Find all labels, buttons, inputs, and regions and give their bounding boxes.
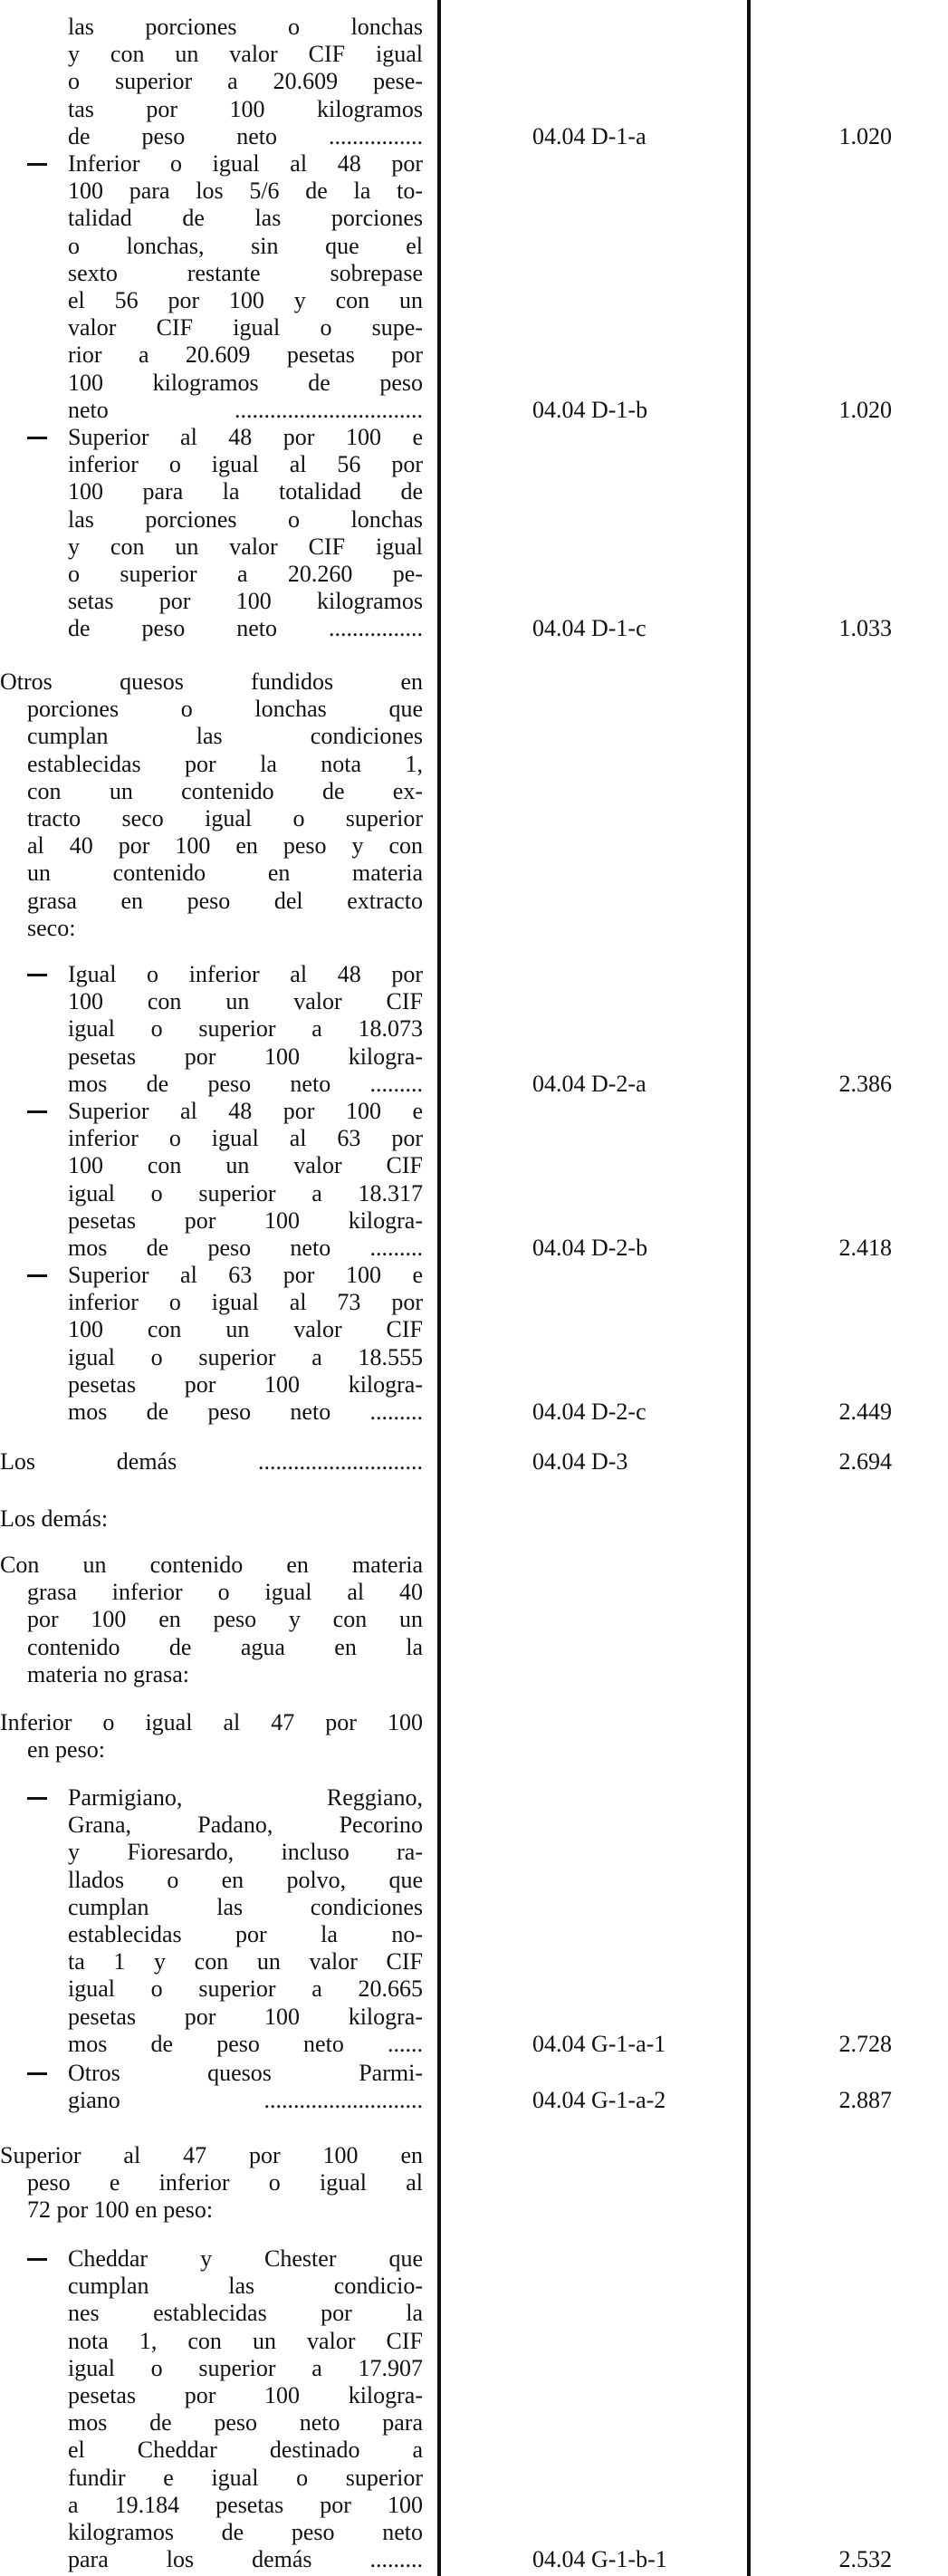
- text-line: Inferior o igual al 47 por 100: [0, 1709, 423, 1735]
- tariff-code: 04.04 G-1-b-1: [532, 2546, 667, 2573]
- duty-value: 2.887: [838, 2087, 892, 2114]
- text-line: igual o superior a 20.665: [68, 1975, 423, 2003]
- text-line: Igual o inferior al 48 por: [68, 961, 423, 987]
- text-line: 100 kilogramos de peso: [68, 369, 423, 396]
- text-line: pesetas por 100 kilogra-: [68, 2003, 423, 2030]
- text-line: y con un valor CIF igual: [68, 533, 423, 560]
- text-line: establecidas por la nota 1,: [27, 750, 423, 777]
- text-line: Otros quesos fundidos en: [0, 668, 423, 695]
- tariff-code: 04.04 G-1-a-2: [532, 2087, 666, 2114]
- text-line: 100 con un valor CIF: [68, 988, 423, 1015]
- text-line: Los demás ............................: [0, 1448, 423, 1475]
- text-line: pesetas por 100 kilogra-: [68, 1370, 423, 1398]
- text-line: cumplan las condicio-: [68, 2273, 423, 2300]
- text-line: mos de peso neto .........: [68, 1399, 423, 1425]
- text-line: Cheddar y Chester que: [68, 2245, 423, 2272]
- text-line: pesetas por 100 kilogra-: [68, 1206, 423, 1234]
- dash-bullet: [27, 1797, 47, 1800]
- text-line: talidad de las porciones: [68, 205, 423, 232]
- text-line: 72 por 100 en peso:: [27, 2196, 214, 2224]
- text-line: grasa en peso del extracto: [27, 887, 423, 914]
- duty-value: 2.694: [838, 1448, 892, 1475]
- text-line: valor CIF igual o supe-: [68, 314, 423, 341]
- text-line: y con un valor CIF igual: [68, 41, 423, 68]
- text-line: igual o superior a 18.555: [68, 1343, 423, 1370]
- text-line: o superior a 20.609 pese-: [68, 68, 423, 95]
- dash-bullet: [27, 163, 47, 166]
- text-line: materia no grasa:: [27, 1660, 190, 1687]
- duty-value: 2.449: [838, 1399, 892, 1425]
- text-line: un contenido en materia: [27, 860, 423, 887]
- text-line: igual o superior a 18.317: [68, 1179, 423, 1206]
- duty-value: 1.020: [838, 396, 892, 423]
- column-rule-left: [437, 0, 441, 2576]
- duty-value: 1.020: [838, 122, 892, 149]
- column-rule-right: [747, 0, 751, 2576]
- text-line: el Cheddar destinado a: [68, 2437, 423, 2464]
- text-line: el 56 por 100 y con un: [68, 287, 423, 313]
- text-line: de peso neto ................: [68, 122, 423, 149]
- tariff-code: 04.04 D-1-c: [532, 615, 646, 642]
- text-line: igual o superior a 17.907: [68, 2354, 423, 2381]
- text-line: nes establecidas por la: [68, 2300, 423, 2327]
- text-line: o superior a 20.260 pe-: [68, 561, 423, 587]
- text-line: mos de peso neto ......: [68, 2030, 423, 2057]
- tariff-code: 04.04 D-2-c: [532, 1399, 646, 1425]
- text-line: Los demás:: [0, 1505, 109, 1532]
- duty-value: 2.728: [838, 2030, 892, 2057]
- text-line: las porciones o lonchas: [68, 14, 423, 40]
- text-line: contenido de agua en la: [27, 1633, 423, 1660]
- text-line: cumplan las condiciones: [27, 723, 423, 750]
- text-line: seco:: [27, 914, 76, 941]
- text-line: Superior al 48 por 100 e: [68, 424, 423, 450]
- text-line: y Fioresardo, incluso ra-: [68, 1839, 423, 1866]
- text-line: inferior o igual al 63 por: [68, 1125, 423, 1152]
- text-line: en peso:: [27, 1736, 105, 1764]
- duty-value: 2.532: [838, 2546, 892, 2573]
- tariff-code: 04.04 D-2-a: [532, 1070, 646, 1097]
- text-line: sexto restante sobrepase: [68, 259, 423, 286]
- text-line: Otros quesos Parmi-: [68, 2060, 423, 2086]
- text-line: 100 con un valor CIF: [68, 1152, 423, 1179]
- text-line: igual o superior a 18.073: [68, 1015, 423, 1043]
- text-line: 100 para la totalidad de: [68, 478, 423, 505]
- text-line: pesetas por 100 kilogra-: [68, 2382, 423, 2408]
- text-line: neto ................................: [68, 396, 423, 423]
- text-line: para los demás .........: [68, 2546, 423, 2573]
- dash-bullet: [27, 1110, 47, 1113]
- text-line: peso e inferior o igual al: [27, 2169, 423, 2196]
- text-line: con un contenido de ex-: [27, 777, 423, 804]
- text-line: tracto seco igual o superior: [27, 805, 423, 831]
- text-line: inferior o igual al 73 por: [68, 1289, 423, 1316]
- dash-bullet: [27, 2258, 47, 2261]
- text-line: kilogramos de peso neto: [68, 2519, 423, 2545]
- text-line: mos de peso neto para: [68, 2409, 423, 2437]
- text-line: rior a 20.609 pesetas por: [68, 341, 423, 369]
- dash-bullet: [27, 437, 47, 439]
- text-line: mos de peso neto .........: [68, 1070, 423, 1097]
- text-line: mos de peso neto .........: [68, 1235, 423, 1261]
- text-line: a 19.184 pesetas por 100: [68, 2491, 423, 2518]
- text-line: ta 1 y con un valor CIF: [68, 1948, 423, 1975]
- text-line: por 100 en peso y con un: [27, 1606, 423, 1633]
- text-line: Grana, Padano, Pecorino: [68, 1812, 423, 1839]
- text-line: al 40 por 100 en peso y con: [27, 832, 423, 860]
- text-line: las porciones o lonchas: [68, 505, 423, 533]
- tariff-code: 04.04 G-1-a-1: [532, 2030, 666, 2057]
- duty-value: 2.418: [838, 1235, 892, 1261]
- text-line: setas por 100 kilogramos: [68, 588, 423, 615]
- tariff-code: 04.04 D-3: [532, 1448, 628, 1475]
- text-line: tas por 100 kilogramos: [68, 95, 423, 122]
- text-line: grasa inferior o igual al 40: [27, 1579, 423, 1606]
- text-line: giano ...........................: [68, 2087, 423, 2114]
- dash-bullet: [27, 1274, 47, 1277]
- text-line: Superior al 48 por 100 e: [68, 1098, 423, 1124]
- dash-bullet: [27, 2072, 47, 2075]
- text-line: nota 1, con un valor CIF: [68, 2327, 423, 2354]
- text-line: llados o en polvo, que: [68, 1866, 423, 1893]
- text-line: establecidas por la no-: [68, 1921, 423, 1947]
- text-line: de peso neto ................: [68, 615, 423, 642]
- text-line: o lonchas, sin que el: [68, 232, 423, 259]
- dash-bullet: [27, 974, 47, 976]
- text-line: Superior al 47 por 100 en: [0, 2142, 423, 2168]
- duty-value: 1.033: [838, 615, 892, 642]
- text-line: porciones o lonchas que: [27, 696, 423, 723]
- duty-value: 2.386: [838, 1070, 892, 1097]
- tariff-code: 04.04 D-1-b: [532, 396, 648, 423]
- text-line: Superior al 63 por 100 e: [68, 1262, 423, 1288]
- text-line: cumplan las condiciones: [68, 1893, 423, 1920]
- text-line: fundir e igual o superior: [68, 2464, 423, 2491]
- text-line: Inferior o igual al 48 por: [68, 150, 423, 177]
- text-line: Parmigiano, Reggiano,: [68, 1784, 423, 1811]
- text-line: 100 con un valor CIF: [68, 1316, 423, 1343]
- text-line: pesetas por 100 kilogra-: [68, 1043, 423, 1070]
- text-line: inferior o igual al 56 por: [68, 451, 423, 478]
- text-line: 100 para los 5/6 de la to-: [68, 178, 423, 205]
- tariff-code: 04.04 D-1-a: [532, 122, 646, 149]
- text-line: Con un contenido en materia: [0, 1552, 423, 1578]
- tariff-code: 04.04 D-2-b: [532, 1235, 648, 1261]
